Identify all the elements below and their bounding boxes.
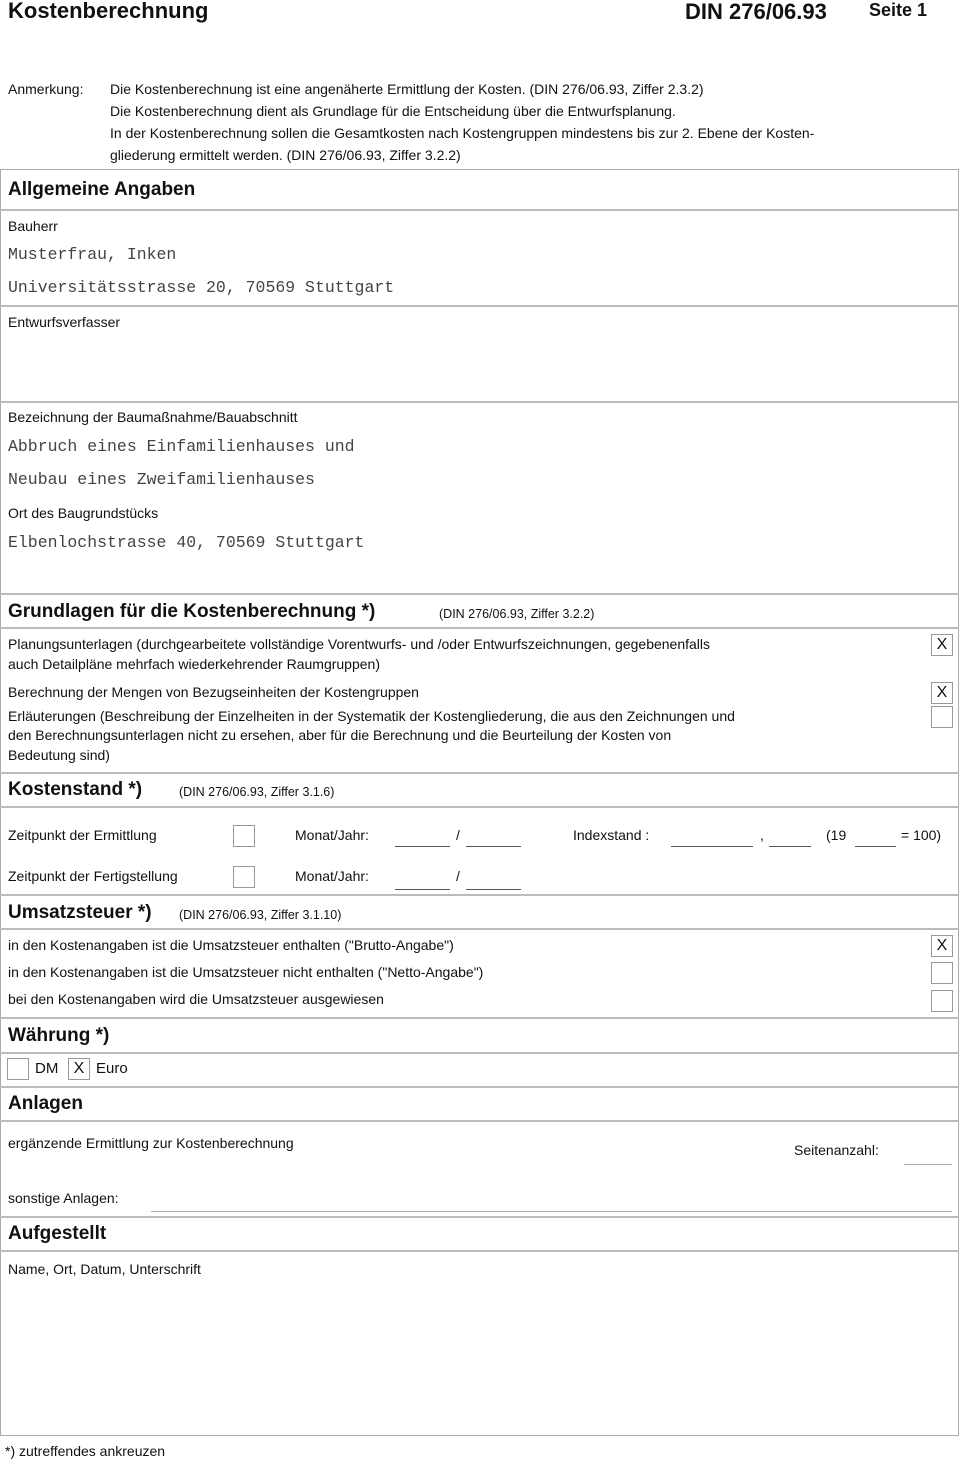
pages-field[interactable] (904, 1164, 952, 1165)
divider (0, 1120, 959, 1122)
vat-checkbox[interactable] (931, 990, 953, 1012)
euro-checkbox[interactable]: X (68, 1058, 90, 1080)
month-year-label: Monat/Jahr: (295, 868, 369, 884)
basis-ref: (DIN 276/06.93, Ziffer 3.2.2) (439, 607, 595, 621)
divider (0, 928, 959, 930)
dm-checkbox[interactable] (7, 1058, 29, 1080)
index-decimal-field[interactable] (769, 846, 811, 847)
note-line: In der Kostenberechnung sollen die Gesamtkosten nach Kostengruppen mindestens bis zur 2. Ebene der Kosten- (110, 125, 815, 141)
divider (0, 894, 959, 896)
standard-label: DIN 276/06.93 (685, 0, 827, 24)
divider (0, 1086, 959, 1088)
basis-item-text: Erläuterungen (Beschreibung der Einzelheiten in der Systematik der Kostengliederung, die aus den Zeichnungen und (8, 708, 735, 724)
section-heading-general: Allgemeine Angaben (8, 179, 196, 200)
divider (0, 1017, 959, 1019)
basis-item-text: den Berechnungsunterlagen nicht zu ersehen, aber für die Berechnung und die Beurteilung der Kosten von (8, 727, 672, 743)
other-attachments-field[interactable] (151, 1211, 952, 1212)
determination-label: Zeitpunkt der Ermittlung (8, 827, 157, 843)
basis-checkbox[interactable]: X (931, 682, 953, 704)
page-title: Kostenberechnung (8, 0, 209, 23)
divider (0, 593, 959, 595)
vat-ref: (DIN 276/06.93, Ziffer 3.1.10) (179, 908, 342, 922)
project-field-line1[interactable]: Abbruch eines Einfamilienhauses und (8, 437, 355, 456)
vat-checkbox[interactable] (931, 962, 953, 984)
owner-address-field[interactable]: Universitätsstrasse 20, 70569 Stuttgart (8, 278, 395, 297)
site-label: Ort des Baugrundstücks (8, 505, 159, 521)
owner-label: Bauherr (8, 218, 58, 234)
basis-item-text: auch Detailpläne mehrfach wiederkehrender Raumgruppen) (8, 656, 380, 672)
supplement-label: ergänzende Ermittlung zur Kostenberechnung (8, 1135, 294, 1151)
comma: , (760, 827, 764, 843)
vat-option-label: in den Kostenangaben ist die Umsatzsteuer nicht enthalten ("Netto-Angabe") (8, 964, 484, 980)
section-heading-attachments: Anlagen (8, 1093, 83, 1114)
project-label: Bezeichnung der Baumaßnahme/Bauabschnitt (8, 409, 298, 425)
note-line: Die Kostenberechnung ist eine angenäherte Ermittlung der Kosten. (DIN 276/06.93, Ziffer 2.3.2) (110, 81, 704, 97)
month-field[interactable] (395, 889, 450, 890)
dm-label: DM (35, 1060, 59, 1077)
page-number: Seite 1 (869, 0, 928, 20)
project-field-line2[interactable]: Neubau eines Zweifamilienhauses (8, 470, 315, 489)
divider (0, 772, 959, 774)
divider (0, 209, 959, 211)
note-line: Die Kostenberechnung dient als Grundlage für die Entscheidung über die Entwurfsplanung. (110, 103, 676, 119)
divider (0, 1216, 959, 1218)
vat-option-label: in den Kostenangaben ist die Umsatzsteuer enthalten ("Brutto-Angabe") (8, 937, 454, 953)
owner-name-field[interactable]: Musterfrau, Inken (8, 245, 177, 264)
month-field[interactable] (395, 846, 450, 847)
year-field[interactable] (466, 889, 521, 890)
section-heading-vat: Umsatzsteuer *) (8, 902, 152, 923)
site-field[interactable]: Elbenlochstrasse 40, 70569 Stuttgart (8, 533, 365, 552)
signature-label: Name, Ort, Datum, Unterschrift (8, 1261, 201, 1277)
index-field[interactable] (671, 846, 753, 847)
pages-label: Seitenanzahl: (794, 1142, 879, 1158)
divider (0, 401, 959, 403)
divider (0, 1250, 959, 1252)
index-label: Indexstand : (573, 827, 650, 843)
base-suffix: = 100) (901, 827, 942, 843)
base-prefix: (19 (826, 827, 847, 843)
base-year-field[interactable] (855, 846, 896, 847)
author-label: Entwurfsverfasser (8, 314, 121, 330)
basis-checkbox[interactable] (931, 706, 953, 728)
slash: / (456, 827, 460, 843)
section-heading-signed: Aufgestellt (8, 1223, 107, 1244)
section-heading-currency: Währung *) (8, 1025, 110, 1046)
slash: / (456, 868, 460, 884)
basis-item-text: Bedeutung sind) (8, 747, 110, 763)
vat-option-label: bei den Kostenangaben wird die Umsatzsteuer ausgewiesen (8, 991, 384, 1007)
form-frame (0, 169, 959, 1436)
year-field[interactable] (466, 846, 521, 847)
divider (0, 806, 959, 808)
determination-checkbox[interactable] (233, 825, 255, 847)
note-line: gliederung ermittelt werden. (DIN 276/06.93, Ziffer 3.2.2) (110, 147, 461, 163)
completion-checkbox[interactable] (233, 866, 255, 888)
month-year-label: Monat/Jahr: (295, 827, 369, 843)
completion-label: Zeitpunkt der Fertigstellung (8, 868, 178, 884)
footnote: *) zutreffendes ankreuzen (5, 1443, 166, 1459)
other-attachments-label: sonstige Anlagen: (8, 1190, 119, 1206)
divider (0, 305, 959, 307)
basis-item-text: Planungsunterlagen (durchgearbeitete vollständige Vorentwurfs- und /oder Entwurfszeichnungen, gegebenenfalls (8, 636, 711, 652)
euro-label: Euro (96, 1060, 128, 1077)
vat-checkbox[interactable]: X (931, 935, 953, 957)
section-heading-basis: Grundlagen für die Kostenberechnung *) (8, 601, 376, 622)
basis-checkbox[interactable]: X (931, 634, 953, 656)
cost-status-ref: (DIN 276/06.93, Ziffer 3.1.6) (179, 785, 335, 799)
note-label: Anmerkung: (8, 81, 84, 97)
basis-item-text: Berechnung der Mengen von Bezugseinheiten der Kostengruppen (8, 684, 419, 700)
divider (0, 627, 959, 629)
section-heading-cost-status: Kostenstand *) (8, 779, 143, 800)
divider (0, 1052, 959, 1054)
